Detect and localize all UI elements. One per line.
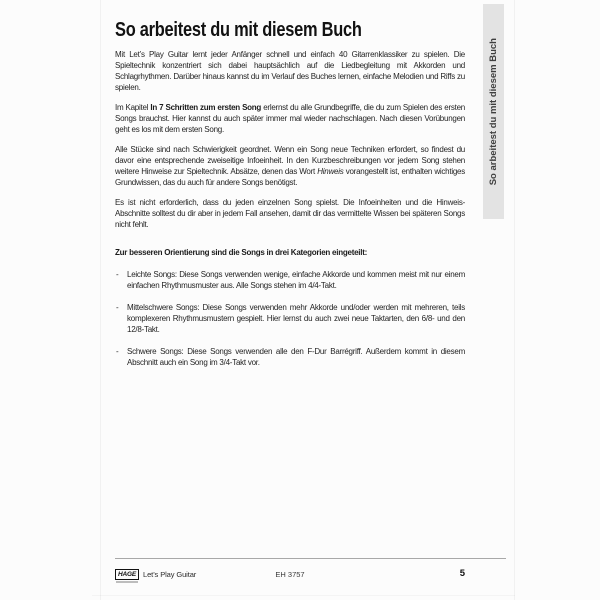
bullet-text: Mittelschwere Songs: Diese Songs verwenden mehr Akkorde und/oder werden mit mehreren, teils komplexeren Rhythmusmustern gespielt. Hier lernst du auch zwei neue Taktarten, den 6/8- und den 12/8-Takt. [127, 303, 465, 334]
bullet-marker: - [116, 347, 119, 356]
page-right-edge [514, 0, 515, 600]
page-bottom-edge [92, 595, 515, 596]
bullet-item-easy-songs [115, 269, 465, 291]
page-number: 5 [459, 568, 465, 579]
paragraph-intro [115, 49, 465, 93]
bullet-marker: - [116, 270, 119, 279]
chapter-tab [483, 4, 504, 219]
chapter-tab-label: So arbeitest du mit diesem Buch [488, 37, 499, 186]
paragraph-advice-text: Es ist nicht erforderlich, dass du jeden einzelnen Song spielst. Die Infoeinheiten und die Hinweis-Abschnitte solltest du dir aber in jedem Fall ansehen, damit dir das vermittelte Wissen bei späteren Songs nicht fehlt. [115, 198, 465, 229]
bullet-text: Leichte Songs: Diese Songs verwenden wenige, einfache Akkorde und kommen meist mit nur einem einfachen Rhythmusmuster aus. Alle Songs stehen im 4/4-Takt. [127, 270, 465, 290]
paragraph-chapter-post: erlernst du alle Grundbegriffe, die du zum Spielen des ersten Songs brauchst. Hier kannst du auch später immer mal wieder nachschlagen. Nach diesen Vorübungen geht es los mit dem ersten Song. [115, 103, 465, 134]
paragraph-difficulty-pre: Alle Stücke sind nach Schwierigkeit geordnet. Wenn ein Song neue Techniken erfordert, so findest du davor eine entsprechende zweiseitige Infoeinheit. In den Kurzbeschreibungen vor jedem Song stehen weitere Hinweise zur Spieltechnik. Absätze, denen das Wort [115, 145, 465, 176]
bullet-item-medium-songs [115, 302, 465, 335]
bullet-marker: - [116, 303, 119, 312]
bullet-text: Schwere Songs: Diese Songs verwenden alle den F-Dur Barrégriff. Außerdem kommt in diesem Abschnitt auch ein Song im 3/4-Takt vor. [127, 347, 465, 367]
page-title: So arbeitest du mit diesem Buch [115, 19, 362, 41]
series-title: Let’s Play Guitar [143, 570, 197, 579]
bullet-item-hard-songs [115, 346, 465, 368]
paragraph-chapter [115, 102, 465, 135]
text-block [115, 49, 465, 379]
footer [0, 566, 600, 590]
publisher-logo-subtext [116, 581, 138, 583]
chapter-name-bold: In 7 Schritten zum ersten Song [150, 103, 262, 112]
hinweis-italic: Hinweis [317, 167, 344, 176]
paragraph-intro-text: Mit Let’s Play Guitar lernt jeder Anfänger schnell und einfach 40 Gitarrenklassiker zu spielen. Die Spieltechnik konzentriert sich dabei hauptsächlich auf die Liedbegleitung mit Akkorden und Schlagrhythmen. Darüber hinaus kannst du im Verlauf des Buches lernen, einfache Melodien und Riffs zu spielen. [115, 50, 465, 92]
paragraph-difficulty [115, 144, 465, 188]
publisher-logo: HAGE [115, 569, 139, 580]
paragraph-difficulty-post: vorangestellt ist, enthalten wichtiges Grundwissen, das du auch für andere Songs benötigst. [115, 167, 465, 187]
footer-divider [115, 558, 506, 559]
paragraph-chapter-pre: Im Kapitel [115, 103, 151, 112]
page-left-edge [100, 0, 101, 600]
section-heading: Zur besseren Orientierung sind die Songs in drei Kategorien eingeteilt: [115, 248, 368, 257]
paragraph-advice [115, 197, 465, 230]
catalog-number: EH 3757 [275, 570, 305, 579]
